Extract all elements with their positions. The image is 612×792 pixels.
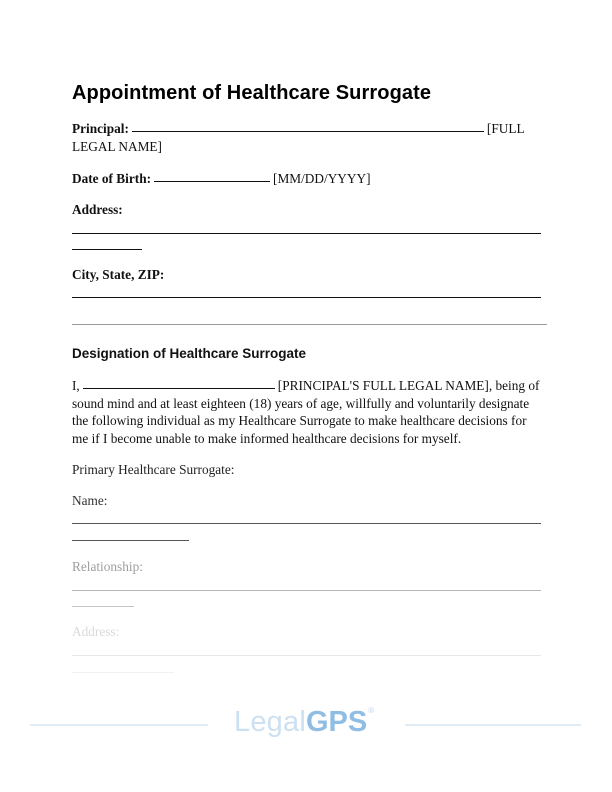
paragraph-line-4: me if I become unable to make informed healthcare decisions for myself. <box>72 430 462 446</box>
city-state-zip-line[interactable] <box>72 297 541 298</box>
legalgps-logo <box>234 706 374 739</box>
surrogate-address-line-2[interactable] <box>72 672 174 673</box>
principal-hint-continued: LEGAL NAME] <box>72 139 162 154</box>
surrogate-address-label: Address: <box>72 624 120 639</box>
logo-text-legal: Legal <box>234 706 306 738</box>
dob-label: Date of Birth: <box>72 171 152 186</box>
principal-hint: [FULL <box>486 121 525 136</box>
surrogate-name-label: Name: <box>72 493 108 508</box>
dob-hint: [MM/DD/YYYY] <box>273 171 371 186</box>
dob-field <box>72 171 371 187</box>
section-divider <box>72 324 547 325</box>
address-line-2[interactable] <box>72 249 142 250</box>
paragraph-line-1 <box>72 377 542 395</box>
logo-text-gps: GPS <box>305 706 368 738</box>
address-line-1[interactable] <box>72 233 541 234</box>
designation-paragraph <box>72 377 542 447</box>
footer-rule-right <box>405 724 581 726</box>
surrogate-relationship-line-2[interactable] <box>72 606 134 607</box>
footer-rule-left <box>30 724 208 726</box>
principal-blank[interactable] <box>132 130 484 132</box>
address-label: Address: <box>72 202 123 217</box>
principal-name-blank[interactable] <box>83 387 275 389</box>
surrogate-address-line-1[interactable] <box>72 655 541 656</box>
surrogate-relationship-label: Relationship: <box>72 559 143 574</box>
principal-field <box>72 121 525 137</box>
paragraph-line-2: sound mind and at least eighteen (18) years of age, willfully and voluntarily designate <box>72 395 530 411</box>
primary-surrogate-label: Primary Healthcare Surrogate: <box>72 462 235 477</box>
document-title: Appointment of Healthcare Surrogate <box>72 82 432 104</box>
surrogate-name-line-1[interactable] <box>72 523 541 524</box>
dob-blank[interactable] <box>154 180 270 182</box>
surrogate-relationship-line-1[interactable] <box>72 590 541 591</box>
surrogate-name-line-2[interactable] <box>72 540 189 541</box>
paragraph-line-3: the following individual as my Healthcare Surrogate to make healthcare decisions for <box>72 413 527 429</box>
city-state-zip-label: City, State, ZIP: <box>72 267 165 282</box>
designation-heading: Designation of Healthcare Surrogate <box>72 346 307 361</box>
paragraph-prefix: I, <box>72 378 80 393</box>
principal-label: Principal: <box>72 121 129 136</box>
paragraph-hint: [PRINCIPAL'S FULL LEGAL NAME], being of <box>277 378 540 393</box>
registered-mark-icon: ® <box>368 706 375 715</box>
